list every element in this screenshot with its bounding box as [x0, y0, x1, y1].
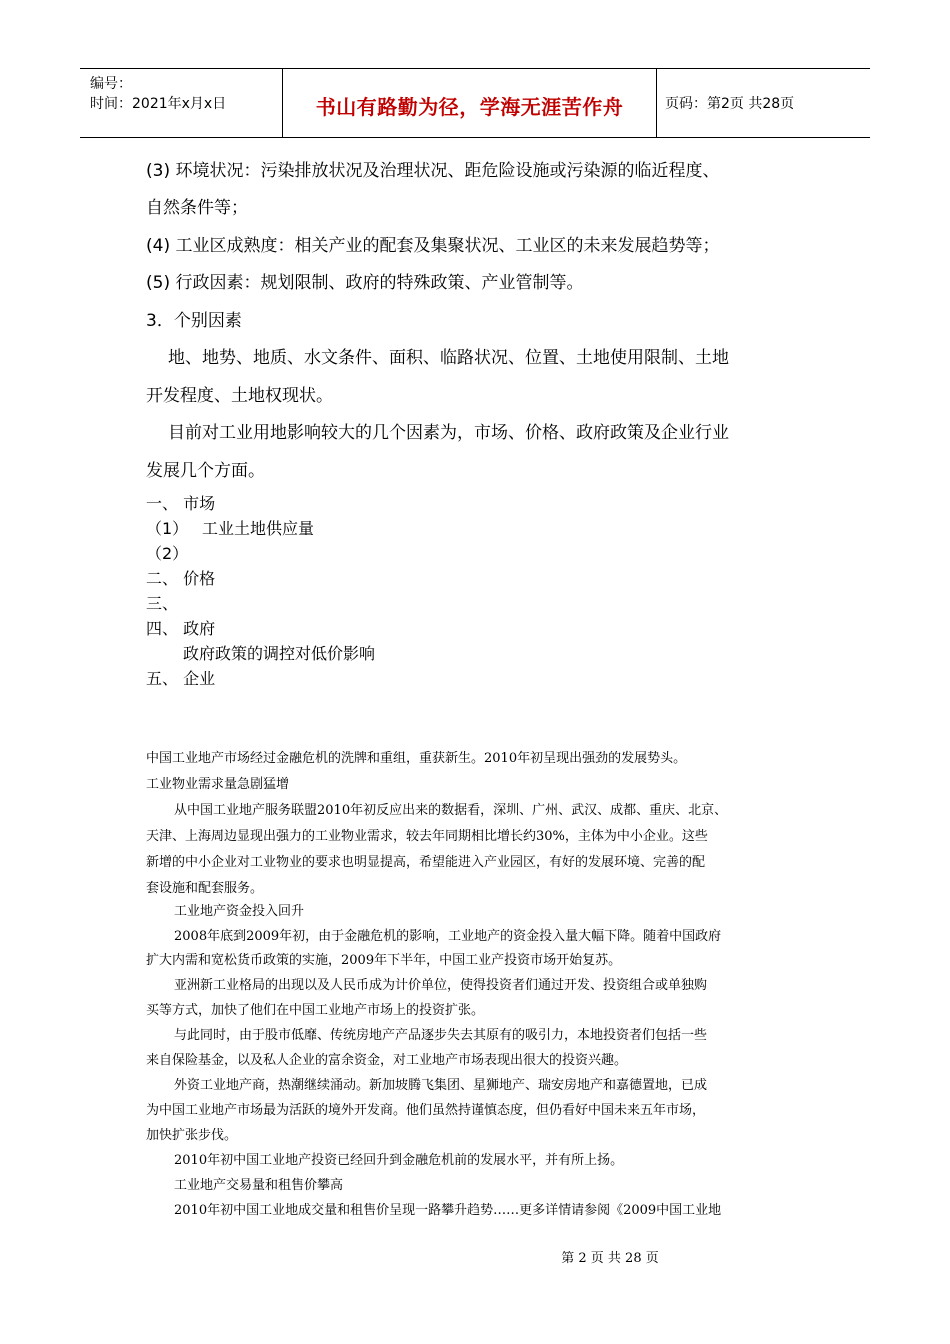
outline-3: 三、: [146, 594, 179, 613]
article-line: 天津、上海周边显现出强力的工业物业需求，较去年同期相比增长约30%，主体为中小企业。这些: [146, 829, 708, 844]
para1-line1: 地、地势、地质、水文条件、面积、临路状况、位置、土地使用限制、土地: [168, 348, 729, 368]
outline-4: 四、 政府: [146, 619, 216, 638]
item5: (5) 行政因素：规划限制、政府的特殊政策、产业管制等。: [146, 273, 584, 293]
article-subheading: 工业地产交易量和租售价攀高: [174, 1178, 344, 1193]
article-line: 亚洲新工业格局的出现以及人民币成为计价单位，使得投资者们通过开发、投资组合或单独购: [174, 978, 708, 993]
article-line: 2010年初中国工业地成交量和租售价呈现一路攀升趋势……更多详情请参阅《2009中国工业地: [174, 1203, 722, 1218]
motto-text: 书山有路勤为径，学海无涯苦作舟: [315, 95, 624, 119]
article-line: 买等方式，加快了他们在中国工业地产市场上的投资扩张。: [146, 1003, 485, 1018]
outline-2: 二、 价格: [146, 569, 216, 588]
header-table: [80, 68, 870, 138]
page-code: 页码：第2页 共28页: [665, 96, 795, 112]
item3-line1: (3) 环境状况：污染排放状况及治理状况、距危险设施或污染源的临近程度、: [146, 161, 720, 181]
para2-line2: 发展几个方面。: [146, 461, 265, 481]
article-line: 外资工业地产商，热潮继续涌动。新加坡腾飞集团、星狮地产、瑞安房地产和嘉德置地，已成: [174, 1078, 708, 1093]
header-motto-cell: [283, 69, 657, 137]
article-line: 中国工业地产市场经过金融危机的洗牌和重组，重获新生。2010年初呈现出强劲的发展势头。: [146, 751, 687, 766]
para2-line1: 目前对工业用地影响较大的几个因素为，市场、价格、政府政策及企业行业: [168, 423, 729, 443]
heading-3: 3．个别因素: [146, 311, 242, 331]
outline-4-sub: 政府政策的调控对低价影响: [183, 644, 376, 663]
header-left-cell: [80, 69, 283, 137]
article-line: 新增的中小企业对工业物业的要求也明显提高，希望能进入产业园区，有好的发展环境、完善的配: [146, 855, 706, 870]
article-line: 套设施和配套服务。: [146, 881, 264, 896]
footer-page-number: 第 2 页 共 28 页: [561, 1251, 659, 1266]
outline-1-sub1-text: 工业土地供应量: [202, 519, 315, 538]
item4: (4) 工业区成熟度：相关产业的配套及集聚状况、工业区的未来发展趋势等；: [146, 236, 720, 256]
article-line: 2010年初中国工业地产投资已经回升到金融危机前的发展水平，并有所上扬。: [174, 1153, 624, 1168]
article-line: 2008年底到2009年初，由于金融危机的影响，工业地产的资金投入量大幅下降。随着中国政府: [174, 929, 722, 944]
outline-1-sub2-num: （2）: [146, 544, 189, 563]
time-label: 时间：2021年x月x日: [90, 96, 227, 112]
article-line: 来自保险基金，以及私人企业的富余资金，对工业地产市场表现出很大的投资兴趣。: [146, 1053, 628, 1068]
article-line: 加快扩张步伐。: [146, 1128, 238, 1143]
outline-1: 一、 市场: [146, 494, 216, 513]
item3-line2: 自然条件等；: [146, 198, 248, 218]
article-subheading: 工业物业需求量急剧猛增: [146, 777, 290, 792]
article-line: 与此同时，由于股市低靡、传统房地产产品逐步失去其原有的吸引力，本地投资者们包括一些: [174, 1028, 708, 1043]
article-subheading: 工业地产资金投入回升: [174, 904, 305, 919]
article-line: 扩大内需和宽松货币政策的实施，2009年下半年，中国工业产投资市场开始复苏。: [146, 953, 622, 968]
outline-5: 五、 企业: [146, 669, 216, 688]
page-footer: [0, 1247, 950, 1266]
outline-1-sub1-num: （1）: [146, 519, 189, 538]
number-label: 编号：: [90, 76, 132, 92]
article-line: 为中国工业地产市场最为活跃的境外开发商。他们虽然持谨慎态度，但仍看好中国未来五年市场，: [146, 1103, 706, 1118]
para1-line2: 开发程度、土地权现状。: [146, 386, 333, 406]
article-line: 从中国工业地产服务联盟2010年初反应出来的数据看，深圳、广州、武汉、成都、重庆、北京、: [174, 803, 728, 818]
